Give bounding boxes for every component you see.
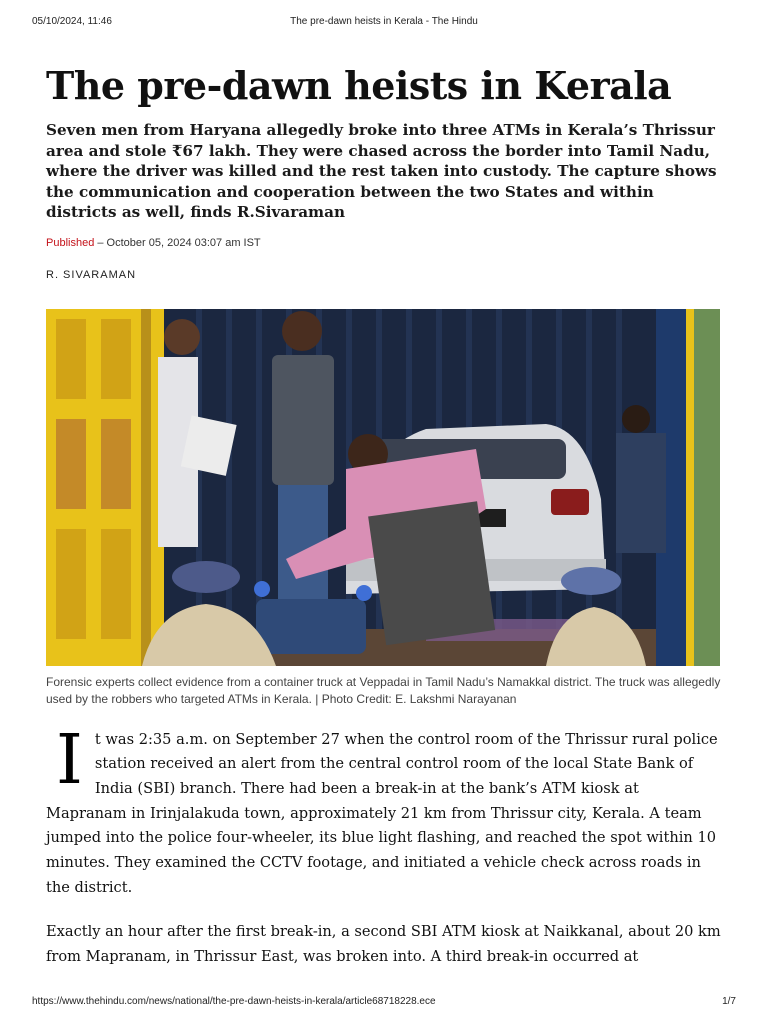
drop-cap: I (56, 720, 83, 800)
print-url[interactable]: https://www.thehindu.com/news/national/the-pre-dawn-heists-in-kerala/article68718228.ece (32, 996, 436, 1007)
standfirst: Seven men from Haryana allegedly broke into three ATMs in Kerala’s Thrissur area and stole ₹67 lakh. They were chased across the border into Tamil Nadu, where the driver was killed and the rest taken into custody. The capture shows the communication and cooperation between the two States and within districts as well, finds R.Sivaraman (46, 121, 717, 221)
published-label: Published (46, 236, 95, 249)
print-header (0, 16, 768, 30)
photo-caption: Forensic experts collect evidence from a container truck at Veppadai in Tamil Nadu’s Namakkal district. The truck was allegedly used by the robbers who targeted ATMs in Kerala. | Photo Credit: E. Lakshmi Narayanan (46, 674, 721, 706)
print-footer (0, 996, 768, 1010)
author-byline[interactable]: R. SIVARAMAN (46, 268, 137, 281)
paragraph-1 (46, 720, 722, 901)
headline: The pre-dawn heists in Kerala (46, 63, 672, 108)
paragraph-2: Exactly an hour after the first break-in, a second SBI ATM kiosk at Naikkanal, about 20 km from Mapranam, in Thrissur East, was broken into. A third break-in occurred at (46, 923, 721, 966)
publish-meta (46, 237, 722, 249)
print-datetime: 05/10/2024, 11:46 (32, 16, 112, 27)
photo-illustration (46, 309, 720, 666)
article (46, 62, 722, 990)
print-page-title: The pre-dawn heists in Kerala - The Hindu (290, 16, 478, 27)
print-page-number: 1/7 (722, 996, 736, 1007)
published-date: – October 05, 2024 03:07 am IST (94, 236, 261, 249)
article-photo (46, 309, 720, 666)
article-body (46, 720, 722, 970)
paragraph-1-text: t was 2:35 a.m. on September 27 when the control room of the Thrissur rural police station received an alert from the central control room of the local State Bank of India (SBI) branch. There had been a break-in at the bank’s ATM kiosk at Mapranam in Irinjalakuda town, approximately 21 km from Thrissur city, Kerala. A team jumped into the police four-wheeler, its blue light flashing, and reached the spot within 10 minutes. They examined the CCTV footage, and initiated a vehicle check across roads in the district. (46, 730, 718, 896)
